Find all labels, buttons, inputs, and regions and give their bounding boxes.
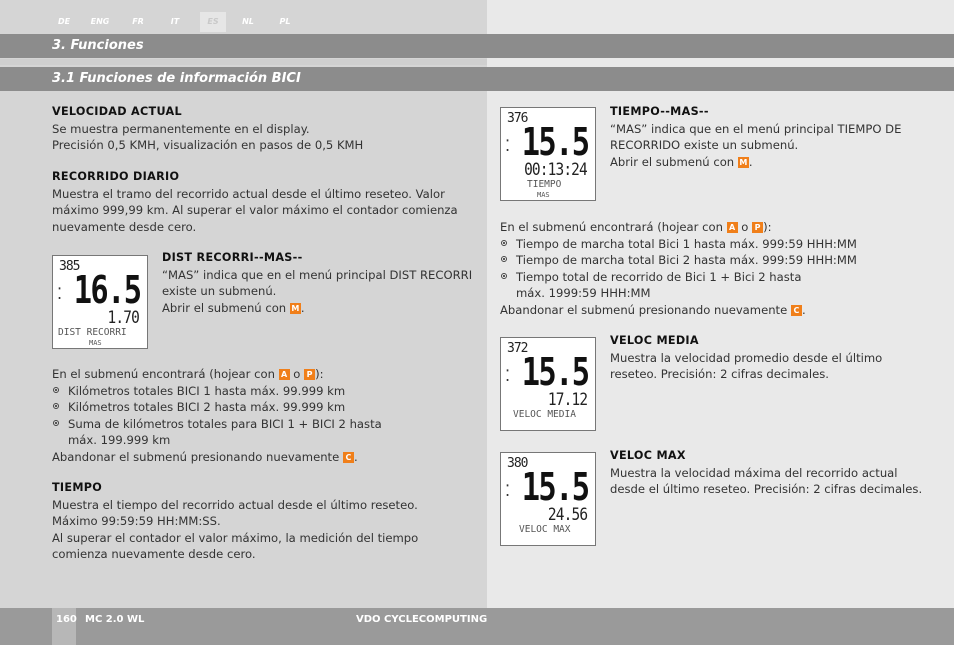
display-label: TIEMPO xyxy=(527,179,562,190)
dist-line2: existe un submenú. xyxy=(162,284,277,298)
veloc-max-display-image xyxy=(500,452,596,546)
tiempo-mas-line3: Abrir el submenú con xyxy=(610,154,735,169)
list-item: Kilómetros totales BICI 2 hasta máx. 99.999 km xyxy=(52,399,482,416)
key-c-icon: C xyxy=(343,452,354,463)
recorrido-line1: Muestra el tramo del recorrido actual desde el último reseteo. Valor xyxy=(52,186,445,201)
tiempo-mas-line2: RECORRIDO existe un submenú. xyxy=(610,138,799,152)
recorrido-line3: nuevamente desde cero. xyxy=(52,219,197,234)
tiempo-mas-line1: “MAS” indica que en el menú principal TIEMPO DE xyxy=(610,121,902,136)
display-mid-value: 24.56 xyxy=(547,505,587,525)
footer-model: MC 2.0 WL xyxy=(85,614,145,625)
lang-fr[interactable]: FR xyxy=(132,17,144,26)
key-a-icon: A xyxy=(279,369,290,380)
key-c-icon: C xyxy=(791,305,802,316)
veloc-media-line1: Muestra la velocidad promedio desde el último xyxy=(610,350,883,365)
tiempo-mas-section: TIEMPO--MAS-- “MAS” indica que en el menú principal TIEMPO DE RECORRIDO existe un submenú. Abrir el submenú con M . xyxy=(610,104,940,170)
lang-pl[interactable]: PL xyxy=(279,17,291,26)
subsection-title: 3.1 Funciones de información BICI xyxy=(52,71,301,86)
dist-line1: “MAS” indica que en el menú principal DIST RECORRI xyxy=(162,267,473,282)
display-side-icon: ⁚ xyxy=(505,366,511,385)
display-big-value: 15.5 xyxy=(522,465,589,509)
list-item: Tiempo total de recorrido de Bici 1 + Bici 2 hasta xyxy=(500,269,940,286)
tiempo-line4: comienza nuevamente desde cero. xyxy=(52,547,256,561)
list-item: Tiempo de marcha total Bici 2 hasta máx. 999:59 HHH:MM xyxy=(500,252,940,269)
veloc-max-section xyxy=(610,448,945,498)
dist-submenu-text: En el submenú encontrará (hojear con xyxy=(52,367,275,381)
tiempo-mas-heading: TIEMPO--MAS-- xyxy=(610,105,709,118)
list-item: Kilómetros totales BICI 1 hasta máx. 99.999 km xyxy=(52,383,482,400)
dist-leave-text: Abandonar el submenú presionando nuevamente xyxy=(52,449,340,464)
dist-conj: o xyxy=(293,367,301,381)
subsection-header xyxy=(0,67,954,91)
velocidad-line2: Precisión 0,5 KMH, visualización en pasos de 0,5 KMH xyxy=(52,138,364,152)
display-side-icon: ⁚ xyxy=(505,136,511,155)
recorrido-section xyxy=(52,169,477,235)
dist-display-image xyxy=(52,255,148,349)
tiempo-heading: TIEMPO xyxy=(52,481,103,494)
velocidad-section xyxy=(52,104,472,154)
list-item-continuation: máx. 1999:59 HHH:MM xyxy=(516,286,651,300)
velocidad-line1: Se muestra permanentemente en el display. xyxy=(52,121,310,136)
list-item-continuation: máx. 199.999 km xyxy=(68,433,171,447)
language-bar xyxy=(0,12,954,32)
velocidad-heading: VELOCIDAD ACTUAL xyxy=(52,105,182,118)
key-m-icon: M xyxy=(739,157,748,167)
lang-de[interactable]: DE xyxy=(57,17,71,26)
tiempo-submenu-text: En el submenú encontrará (hojear con xyxy=(500,220,723,234)
dist-section: DIST RECORRI--MAS-- “MAS” indica que en el menú principal DIST RECORRI existe un submenú. Abrir el submenú con M . xyxy=(162,250,482,316)
lang-it[interactable]: IT xyxy=(170,17,180,26)
key-p-icon: P xyxy=(304,369,315,380)
key-a-icon: A xyxy=(727,222,738,233)
display-label: VELOC MAX xyxy=(519,524,571,535)
tiempo-leave-text: Abandonar el submenú presionando nuevamente xyxy=(500,302,788,317)
dist-line3: Abrir el submenú con xyxy=(162,300,287,315)
list-item: Tiempo de marcha total Bici 1 hasta máx. 999:59 HHH:MM xyxy=(500,236,940,253)
tiempo-line3: Al superar el contador el valor máximo, la medición del tiempo xyxy=(52,530,419,545)
key-p-icon: P xyxy=(752,222,763,233)
display-big-value: 15.5 xyxy=(522,120,589,164)
display-side-icon: ⁚ xyxy=(505,481,511,500)
veloc-media-heading: VELOC MEDIA xyxy=(610,334,699,347)
footer xyxy=(0,608,954,645)
display-big-value: 15.5 xyxy=(522,350,589,394)
footer-brand: VDO CYCLECOMPUTING xyxy=(356,614,488,625)
tiempo-line2: Máximo 99:59:59 HH:MM:SS. xyxy=(52,514,221,528)
tiempo-section xyxy=(52,480,472,563)
section-header xyxy=(0,34,954,58)
display-label-mas: MAS xyxy=(537,191,550,199)
display-top-value: 372 xyxy=(507,341,528,356)
display-mid-value: 00:13:24 xyxy=(524,160,587,180)
key-m-icon: M xyxy=(291,303,300,313)
divider xyxy=(0,59,487,65)
display-big-value: 16.5 xyxy=(74,268,141,312)
display-label-mas: MAS xyxy=(89,339,102,347)
page-number: 160 xyxy=(56,614,77,625)
display-top-value: 376 xyxy=(507,111,528,126)
display-mid-value: 17.12 xyxy=(547,390,587,410)
dist-heading: DIST RECORRI--MAS-- xyxy=(162,251,303,264)
tiempo-display-image xyxy=(500,107,596,201)
veloc-media-line2: reseteo. Precisión: 2 cifras decimales. xyxy=(610,367,829,381)
display-mid-value: 1.70 xyxy=(107,308,139,328)
veloc-media-section xyxy=(610,333,940,383)
veloc-max-line2: desde el último reseteo. Precisión: 2 cifras decimales. xyxy=(610,482,923,496)
display-top-value: 380 xyxy=(507,456,528,471)
display-label: VELOC MEDIA xyxy=(513,409,576,420)
display-label: DIST RECORRI xyxy=(58,327,127,338)
recorrido-heading: RECORRIDO DIARIO xyxy=(52,170,180,183)
section-title: 3. Funciones xyxy=(52,38,144,53)
tiempo-line1: Muestra el tiempo del recorrido actual desde el último reseteo. xyxy=(52,497,418,512)
lang-nl[interactable]: NL xyxy=(242,17,254,26)
tiempo-submenu: En el submenú encontrará (hojear con A o P ): Tiempo de marcha total Bici 1 hasta máx. 999:59 HHH:MM Tiempo de marcha total Bici 2 hasta máx. 999:59 HHH:MM Tiempo total de recorrido de Bici 1 + Bici 2 hasta máx. 1999:59 HHH:MM Abandonar el submenú presionando nuevamente C . xyxy=(500,219,940,318)
list-item: Suma de kilómetros totales para BICI 1 + BICI 2 hasta xyxy=(52,416,482,433)
veloc-max-heading: VELOC MAX xyxy=(610,449,686,462)
display-side-icon: ⁚ xyxy=(57,284,63,303)
lang-eng[interactable]: ENG xyxy=(90,17,110,26)
display-top-value: 385 xyxy=(59,259,80,274)
veloc-media-display-image xyxy=(500,337,596,431)
dist-submenu: En el submenú encontrará (hojear con A o P ): Kilómetros totales BICI 1 hasta máx. 99.999 km Kilómetros totales BICI 2 hasta máx. 99.999 km Suma de kilómetros totales para BICI 1 + BICI 2 hasta máx. 199.999 km Abandonar el submenú presionando nuevamente C . xyxy=(52,366,482,465)
veloc-max-line1: Muestra la velocidad máxima del recorrido actual xyxy=(610,465,898,480)
tiempo-conj: o xyxy=(741,220,749,234)
lang-es[interactable]: ES xyxy=(200,12,226,32)
recorrido-line2: máximo 999,99 km. Al superar el valor máximo el contador comienza xyxy=(52,203,458,217)
